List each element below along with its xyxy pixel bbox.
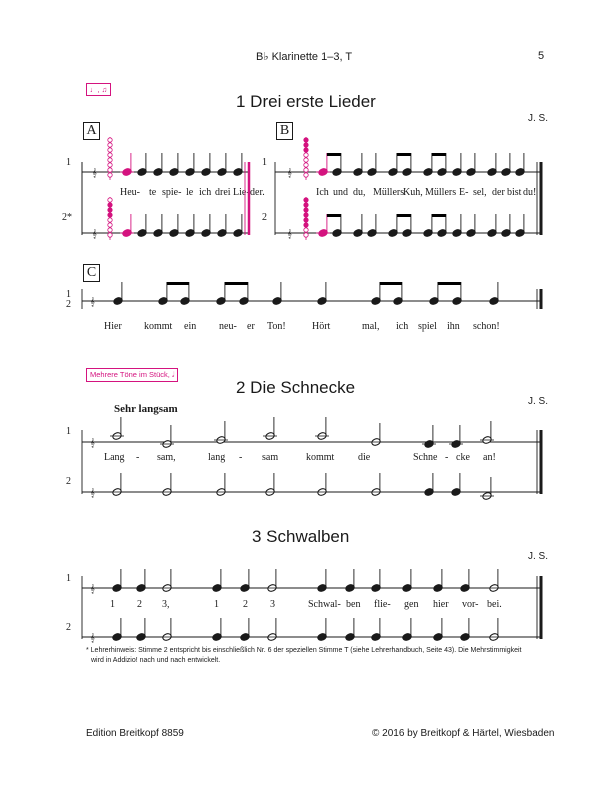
part-number: 2	[262, 212, 267, 223]
lyric-syllable: Müllers	[425, 187, 457, 198]
song3-title: 3 Schwalben	[252, 527, 350, 546]
section-label-a: A	[83, 122, 100, 140]
lyric-syllable: te	[149, 187, 157, 198]
lyric-syllable: lang	[208, 452, 226, 463]
filled-key-icon	[304, 148, 308, 152]
clef-mark: 𝄞	[90, 297, 95, 306]
filled-key-icon	[304, 138, 308, 142]
filled-key-icon	[304, 223, 308, 227]
open-key-icon	[108, 163, 112, 167]
lyric-syllable: 2	[243, 599, 248, 610]
open-key-icon	[108, 218, 112, 222]
lyric-syllable: E-	[459, 187, 469, 198]
lyric-syllable: der	[492, 187, 505, 198]
part-number: 1	[66, 573, 71, 584]
part-number: 1	[66, 157, 71, 168]
lyric-syllable: Heu-	[120, 187, 140, 198]
clef-mark: 𝄞	[90, 584, 95, 593]
note-beam	[397, 153, 411, 156]
open-key-icon	[108, 168, 112, 172]
rhythm-badge: ♩, ♫	[86, 83, 111, 96]
part-number: 2	[66, 476, 71, 487]
filled-key-icon	[304, 213, 308, 217]
lyric-syllable: 3	[270, 599, 275, 610]
lyric-syllable: du!	[523, 187, 537, 198]
lyric-syllable: Ich	[316, 187, 329, 198]
lyric-syllable: vor-	[462, 599, 479, 610]
filled-key-icon	[108, 208, 112, 212]
filled-key-icon	[304, 208, 308, 212]
open-key-icon	[304, 153, 308, 157]
part-number: 1	[66, 426, 71, 437]
filled-key-icon	[304, 198, 308, 202]
lyric-syllable: Schwal-	[308, 599, 341, 610]
lyric-syllable: hier	[433, 599, 449, 610]
note-beam	[438, 282, 461, 285]
open-key-icon	[108, 148, 112, 152]
note-beam	[167, 282, 189, 285]
lyric-syllable: Hört	[312, 321, 331, 332]
tempo-marking: Sehr langsam	[114, 403, 178, 415]
open-key-icon	[304, 233, 308, 237]
note-beam	[432, 214, 446, 217]
lyric-syllable: spiel	[418, 321, 437, 332]
lyric-syllable: die	[358, 452, 371, 463]
part-number: 1	[66, 289, 71, 300]
note-beam	[327, 214, 341, 217]
lyric-syllable: bist	[507, 187, 522, 198]
lyric-syllable: flie-	[374, 599, 391, 610]
open-key-icon	[304, 163, 308, 167]
lyric-syllable: neu-	[219, 321, 237, 332]
lyric-syllable: spie-	[162, 187, 182, 198]
footnote-line: * Lehrerhinweis: Stimme 2 entspricht bis einschließlich Nr. 6 der speziellen Stimme T (siehe Lehrerhandbuch, Seite 43). Die Mehrstimmigkeit	[86, 647, 522, 654]
lyric-syllable: ich	[396, 321, 409, 332]
filled-key-icon	[304, 203, 308, 207]
lyric-syllable: Schne	[413, 452, 438, 463]
filled-key-icon	[304, 143, 308, 147]
multi-tones-badge: Mehrere Töne im Stück, 𝅗𝅥	[86, 368, 178, 382]
clef-mark: 𝄞	[90, 488, 95, 497]
open-key-icon	[108, 153, 112, 157]
section-label-c: C	[83, 264, 100, 282]
filled-key-icon	[108, 213, 112, 217]
lyric-syllable: drei	[215, 187, 231, 198]
note-beam	[225, 282, 248, 285]
lyric-syllable: le	[186, 187, 194, 198]
note-beam	[397, 214, 411, 217]
lyric-syllable: sam,	[157, 452, 176, 463]
open-key-icon	[108, 173, 112, 177]
copyright: © 2016 by Breitkopf & Härtel, Wiesbaden	[372, 728, 555, 739]
clef-mark: 𝄞	[90, 633, 95, 642]
lyric-syllable: 2	[137, 599, 142, 610]
lyric-syllable: Lang	[104, 452, 125, 463]
lyric-syllable: sam	[262, 452, 279, 463]
lyric-syllable: kommt	[144, 321, 173, 332]
lyric-syllable: sel,	[473, 187, 487, 198]
lyric-syllable: Ton!	[267, 321, 286, 332]
lyric-syllable: Kuh,	[403, 187, 423, 198]
open-key-icon	[304, 168, 308, 172]
lyric-syllable: gen	[404, 599, 419, 610]
lyric-syllable: Müllers	[373, 187, 405, 198]
note-beam	[327, 153, 341, 156]
clef-mark: 𝄞	[92, 168, 97, 177]
lyric-syllable: kommt	[306, 452, 335, 463]
song1-composer: J. S.	[528, 113, 549, 124]
open-key-icon	[108, 228, 112, 232]
open-key-icon	[304, 158, 308, 162]
open-key-icon	[108, 233, 112, 237]
open-key-icon	[108, 138, 112, 142]
part-number: 2	[66, 622, 71, 633]
lyric-syllable: der.	[250, 187, 265, 198]
lyric-syllable: ben	[346, 599, 361, 610]
lyric-syllable: du,	[353, 187, 366, 198]
open-key-icon	[108, 223, 112, 227]
clef-mark: 𝄞	[90, 438, 95, 447]
lyric-syllable: -	[445, 452, 449, 463]
lyric-syllable: ihn	[447, 321, 460, 332]
edition-number: Edition Breitkopf 8859	[86, 728, 184, 739]
part-number: 1	[262, 157, 267, 168]
lyric-syllable: ich	[199, 187, 212, 198]
clef-mark: 𝄞	[287, 229, 292, 238]
song2-composer: J. S.	[528, 396, 549, 407]
open-key-icon	[304, 173, 308, 177]
note-beam	[380, 282, 402, 285]
part-number: 2*	[62, 212, 72, 223]
lyric-syllable: 1	[214, 599, 219, 610]
lyric-syllable: und	[333, 187, 348, 198]
lyric-syllable: 1	[110, 599, 115, 610]
lyric-syllable: bei.	[487, 599, 502, 610]
part-number: 2	[66, 299, 71, 310]
instrument-header: B♭ Klarinette 1–3, T	[256, 51, 353, 63]
lyric-syllable: ein	[184, 321, 197, 332]
open-key-icon	[108, 143, 112, 147]
song2-title: 2 Die Schnecke	[236, 378, 356, 397]
section-label-b: B	[276, 122, 293, 140]
filled-key-icon	[108, 203, 112, 207]
song1-title: 1 Drei erste Lieder	[236, 92, 376, 111]
lyric-syllable: -	[239, 452, 243, 463]
lyric-syllable: cke	[456, 452, 470, 463]
open-key-icon	[108, 158, 112, 162]
note-beam	[432, 153, 446, 156]
page-number: 5	[538, 50, 545, 62]
lyric-syllable: schon!	[473, 321, 500, 332]
clef-mark: 𝄞	[92, 229, 97, 238]
open-key-icon	[108, 198, 112, 202]
filled-key-icon	[304, 218, 308, 222]
footnote-line: wird in Addizio! nach und nach entwickelt.	[91, 657, 221, 664]
song3-composer: J. S.	[528, 551, 549, 562]
lyric-syllable: 3,	[162, 599, 170, 610]
lyric-syllable: er	[247, 321, 255, 332]
lyric-syllable: -	[136, 452, 140, 463]
lyric-syllable: an!	[483, 452, 496, 463]
clef-mark: 𝄞	[287, 168, 292, 177]
lyric-syllable: Hier	[104, 321, 122, 332]
open-key-icon	[304, 228, 308, 232]
lyric-syllable: Lie-	[233, 187, 250, 198]
lyric-syllable: mal,	[362, 321, 380, 332]
